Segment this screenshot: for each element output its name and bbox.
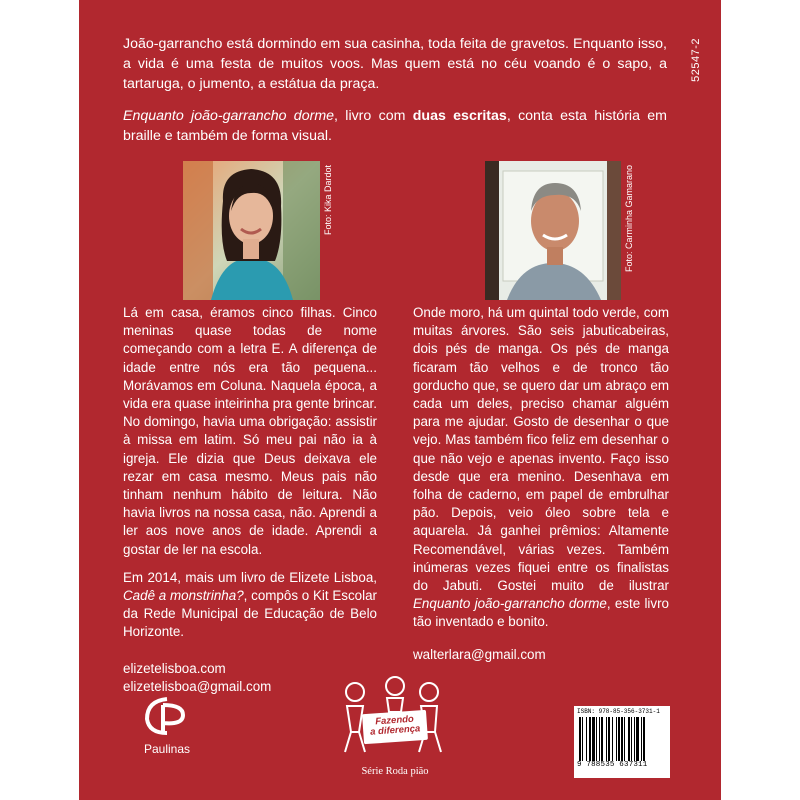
illustrator-bio bbox=[413, 304, 669, 632]
illustrator-bio-end: , este livro tão inventado e bonito. bbox=[413, 596, 669, 630]
publisher-name: Paulinas bbox=[143, 742, 191, 756]
fazendo-a-diferenca-badge bbox=[325, 672, 465, 777]
author-bio: Lá em casa, éramos cinco filhas. Cinco meninas quase todas de nome começando com a letra E. A diferença de idade entre nós era tão pequena... Morávamos em Coluna. Naquela época, a vida era quase inteirinha pra gente brincar. No domingo, havia uma obrigação: assistir à missa em latim. Só meu pai não ia à igreja. Ele dizia que Deus deixava ele rezar em casa mesmo. Meus pais não tinham nenhum hábito de leitura. Não havia livros na nossa casa, não. Aprendi a ler aos nove anos de idade. Aprendi a gostar de ler na escola. bbox=[123, 305, 377, 557]
illustrator-bio-start: Onde moro, há um quintal todo verde, com muitas árvores. São seis jabuticabeiras, dois pés de manga. Os pés de manga ficaram tão velhos e de tronco tão gorducho que, se quero dar um abraço em cada um deles, preciso chamar alguém para me ajudar. Gosto de desenhar o que vejo. Mas também fico feliz em desenhar o que não vejo e apenas invento. Faço isso desde que era menino. Desenhava em folha de caderno, em papel de embrulhar pão. Depois, veio óleo sobre tela e aquarela. Já ganhei prêmios: Altamente Recomendável, várias vezes. Também inúmeras vezes fiquei entre os finalistas do Jabuti. Gostei muito de ilustrar bbox=[413, 305, 669, 594]
intro-text bbox=[123, 34, 667, 158]
intro-paragraph-2 bbox=[123, 106, 667, 146]
illustrator-photo bbox=[485, 161, 621, 300]
side-code: 52547-2 bbox=[690, 38, 702, 82]
paulinas-logo bbox=[127, 695, 207, 756]
author-p2-end: , compôs o Kit Escolar da Rede Municipal de Educação de Belo Horizonte. bbox=[123, 588, 377, 640]
intro-p2-end: , conta esta história em braille e também de forma visual. bbox=[123, 108, 667, 144]
author-p2-start: Em 2014, mais um livro de Elizete Lisboa, bbox=[123, 569, 377, 585]
barcode bbox=[574, 706, 670, 778]
author-kit-paragraph bbox=[123, 569, 377, 642]
badge-line-2: a diferença bbox=[369, 723, 421, 738]
intro-paragraph-1: João-garrancho está dormindo em sua casinha, toda feita de gravetos. Enquanto isso, a vida é uma festa de muitos voos. Mas quem está no céu voando é o sapo, a tartaruga, o jumento, a estátua da praça. bbox=[123, 36, 667, 92]
author-book-title: Cadê a monstrinha? bbox=[123, 588, 244, 604]
author-photo-credit: Foto: Kika Dardot bbox=[323, 165, 333, 236]
author-column bbox=[123, 304, 377, 696]
barcode-bars-icon bbox=[577, 717, 667, 761]
back-cover bbox=[79, 0, 721, 800]
illustrator-column bbox=[413, 304, 669, 664]
author-email-link[interactable]: elizetelisboa@gmail.com bbox=[123, 678, 272, 694]
paulinas-mark-icon bbox=[137, 695, 197, 735]
illustrator-email-link[interactable]: walterlara@gmail.com bbox=[413, 646, 546, 662]
illustrator-contacts bbox=[413, 646, 669, 664]
series-name: Série Roda pião bbox=[361, 766, 429, 777]
book-title: Enquanto joão-garrancho dorme bbox=[123, 108, 335, 124]
author-site-link[interactable]: elizetelisboa.com bbox=[123, 660, 226, 676]
illustrator-book-title: Enquanto joão-garrancho dorme bbox=[413, 596, 607, 612]
intro-p2-mid: , livro com bbox=[334, 108, 413, 124]
illustrator-photo-credit: Foto: Carminha Gamarano bbox=[624, 165, 634, 273]
author-photo bbox=[183, 161, 320, 300]
badge-line-1: Fazendo bbox=[374, 713, 415, 728]
duas-escritas-bold: duas escritas bbox=[412, 108, 507, 124]
isbn-label: ISBN: 978-85-356-3731-1 bbox=[577, 708, 660, 715]
barcode-digits: 9 788535 637311 bbox=[577, 761, 648, 769]
badge-sign bbox=[362, 710, 428, 744]
